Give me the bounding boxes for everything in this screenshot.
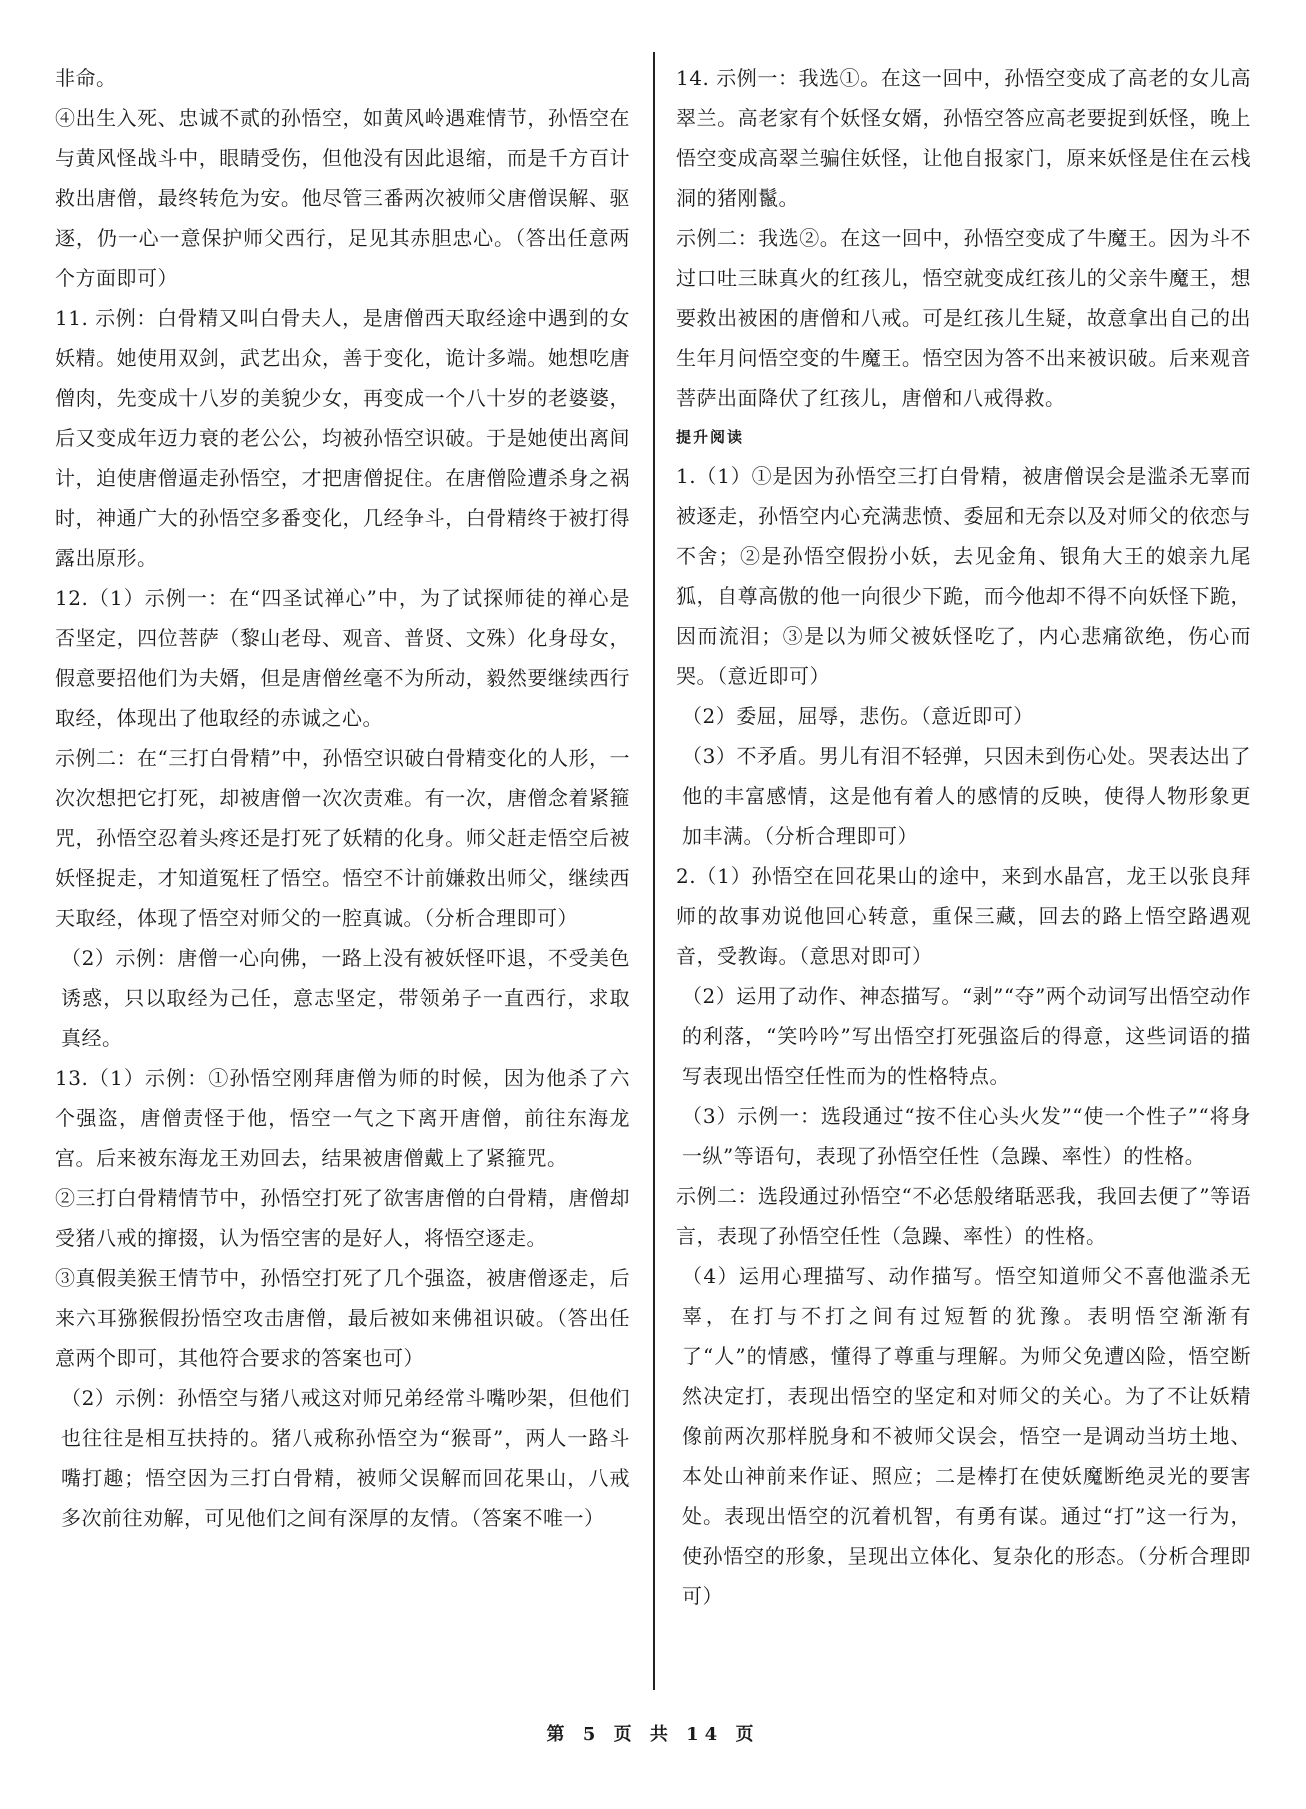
- left-paragraph: 12.（1）示例一：在“四圣试禅心”中，为了试探师徒的禅心是否坚定，四位菩萨（黎山老母、观音、普贤、文殊）化身母女，假意要招他们为夫婿，但是唐僧丝毫不为所动，毅然要继续西行取经，体现出了他取经的赤诚之心。: [55, 586, 630, 730]
- left-paragraph: ②三打白骨精情节中，孙悟空打死了欲害唐僧的白骨精，唐僧却受猪八戒的撺掇，认为悟空害的是好人，将悟空逐走。: [55, 1186, 630, 1250]
- right-paragraph: 1.（1）①是因为孙悟空三打白骨精，被唐僧误会是滥杀无辜而被逐走，孙悟空内心充满悲愤、委屈和无奈以及对师父的依恋与不舍；②是孙悟空假扮小妖，去见金角、银角大王的娘亲九尾狐，自尊高傲的他一向很少下跪，而今他却不得不向妖怪下跪，因而流泪；③是以为师父被妖怪吃了，内心悲痛欲绝，伤心而哭。（意近即可）: [676, 464, 1251, 688]
- right-column: [676, 58, 1251, 1616]
- left-paragraph: 非命。: [55, 66, 117, 90]
- left-paragraph: （2）示例：孙悟空与猪八戒这对师兄弟经常斗嘴吵架，但他们也往往是相互扶持的。猪八戒称孙悟空为“猴哥”，两人一路斗嘴打趣；悟空因为三打白骨精，被师父误解而回花果山，八戒多次前往劝解，可见他们之间有深厚的友情。（答案不唯一）: [61, 1386, 630, 1530]
- left-paragraph: 11. 示例：白骨精又叫白骨夫人，是唐僧西天取经途中遇到的女妖精。她使用双剑，武艺出众，善于变化，诡计多端。她想吃唐僧肉，先变成十八岁的美貌少女，再变成一个八十岁的老婆婆，后又变成年迈力衰的老公公，均被孙悟空识破。于是她使出离间计，迫使唐僧逼走孙悟空，才把唐僧捉住。在唐僧险遭杀身之祸时，神通广大的孙悟空多番变化，几经争斗，白骨精终于被打得露出原形。: [55, 306, 630, 570]
- left-paragraph: 13.（1）示例：①孙悟空刚拜唐僧为师的时候，因为他杀了六个强盗，唐僧责怪于他，悟空一气之下离开唐僧，前往东海龙宫。后来被东海龙王劝回去，结果被唐僧戴上了紧箍咒。: [55, 1066, 630, 1170]
- right-paragraph: （3）不矛盾。男儿有泪不轻弹，只因未到伤心处。哭表达出了他的丰富感情，这是他有着人的感情的反映，使得人物形象更加丰满。（分析合理即可）: [682, 744, 1251, 848]
- left-paragraph: （2）示例：唐僧一心向佛，一路上没有被妖怪吓退，不受美色诱惑，只以取经为己任，意志坚定，带领弟子一直西行，求取真经。: [61, 946, 630, 1050]
- left-paragraph: ③真假美猴王情节中，孙悟空打死了几个强盗，被唐僧逐走，后来六耳猕猴假扮悟空攻击唐僧，最后被如来佛祖识破。（答出任意两个即可，其他符合要求的答案也可）: [55, 1266, 630, 1370]
- right-paragraph: （4）运用心理描写、动作描写。悟空知道师父不喜他滥杀无辜，在打与不打之间有过短暂的犹豫。表明悟空渐渐有了“人”的情感，懂得了尊重与理解。为师父免遭凶险，悟空断然决定打，表现出悟空的坚定和对师父的关心。为了不让妖精像前两次那样脱身和不被师父误会，悟空一是调动当坊土地、本处山神前来作证、照应；二是棒打在使妖魔断绝灵光的要害处。表现出悟空的沉着机智，有勇有谋。通过“打”这一行为，使孙悟空的形象，呈现出立体化、复杂化的形态。（分析合理即可）: [682, 1264, 1251, 1608]
- right-paragraph: 14. 示例一：我选①。在这一回中，孙悟空变成了高老的女儿高翠兰。高老家有个妖怪女婿，孙悟空答应高老要捉到妖怪，晚上悟空变成高翠兰骗住妖怪，让他自报家门，原来妖怪是住在云栈洞的猪刚鬣。: [676, 66, 1251, 210]
- left-paragraph: 示例二：在“三打白骨精”中，孙悟空识破白骨精变化的人形，一次次想把它打死，却被唐僧一次次责难。有一次，唐僧念着紧箍咒，孙悟空忍着头疼还是打死了妖精的化身。师父赶走悟空后被妖怪捉走，才知道冤枉了悟空。悟空不计前嫌救出师父，继续西天取经，体现了悟空对师父的一腔真诚。（分析合理即可）: [55, 746, 630, 930]
- right-paragraph: （2）委屈，屈辱，悲伤。（意近即可）: [682, 704, 1034, 728]
- right-paragraph: 示例二：选段通过孙悟空“不必恁般绪聒恶我，我回去便了”等语言，表现了孙悟空任性（急躁、率性）的性格。: [676, 1184, 1251, 1248]
- column-divider: [653, 52, 655, 1690]
- right-paragraph: （2）运用了动作、神态描写。“剥”“夺”两个动词写出悟空动作的利落，“笑吟吟”写出悟空打死强盗后的得意，这些词语的描写表现出悟空任性而为的性格特点。: [682, 984, 1251, 1088]
- right-paragraph: 示例二：我选②。在这一回中，孙悟空变成了牛魔王。因为斗不过口吐三昧真火的红孩儿，悟空就变成红孩儿的父亲牛魔王，想要救出被困的唐僧和八戒。可是红孩儿生疑，故意拿出自己的出生年月问悟空变的牛魔王。悟空因为答不出来被识破。后来观音菩萨出面降伏了红孩儿，唐僧和八戒得救。: [676, 226, 1251, 410]
- page-footer: 第 5 页 共 14 页: [546, 1724, 760, 1745]
- left-column: [55, 58, 630, 1538]
- left-paragraph: ④出生入死、忠诚不贰的孙悟空，如黄风岭遇难情节，孙悟空在与黄风怪战斗中，眼睛受伤，但他没有因此退缩，而是千方百计救出唐僧，最终转危为安。他尽管三番两次被师父唐僧误解、驱逐，仍一心一意保护师父西行，足见其赤胆忠心。（答出任意两个方面即可）: [55, 106, 630, 290]
- section-title: 提升阅读: [676, 428, 745, 446]
- right-paragraph: 2.（1）孙悟空在回花果山的途中，来到水晶宫，龙王以张良拜师的故事劝说他回心转意，重保三藏，回去的路上悟空路遇观音，受教诲。（意思对即可）: [676, 864, 1251, 968]
- right-paragraph: （3）示例一：选段通过“按不住心头火发”“使一个性子”“将身一纵”等语句，表现了孙悟空任性（急躁、率性）的性格。: [682, 1104, 1251, 1168]
